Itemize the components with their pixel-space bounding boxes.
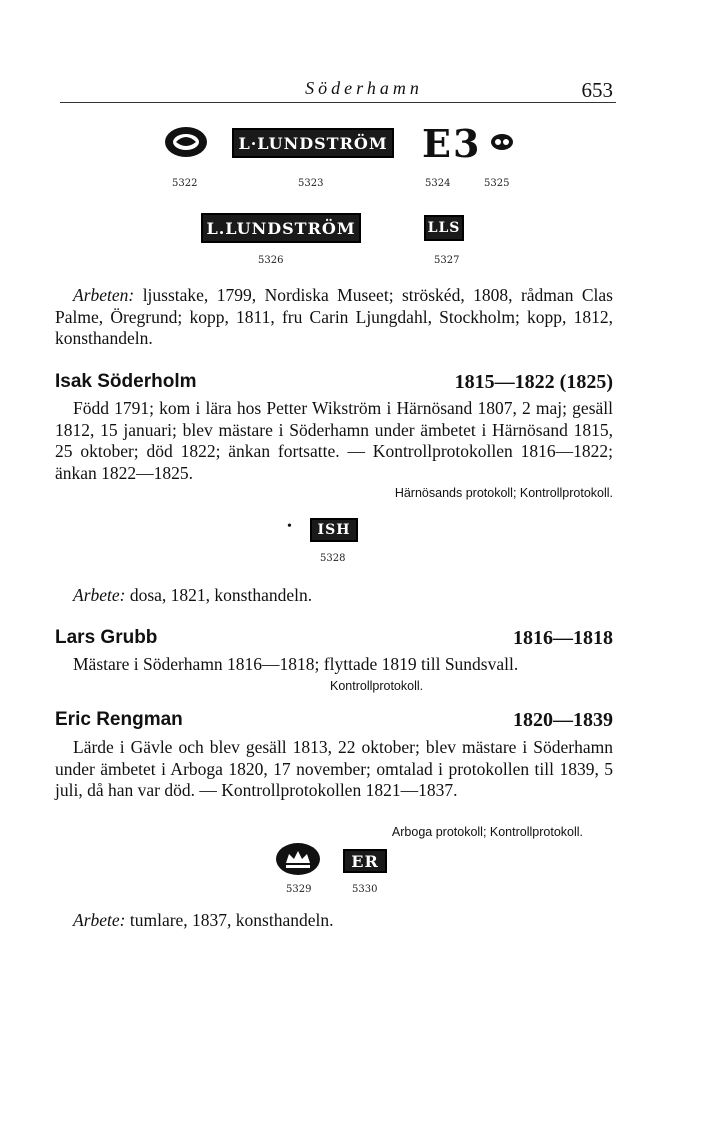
entry-years: 1815—1822 (1825) [454, 371, 613, 393]
works-text: ljusstake, 1799, Nordiska Museet; ströskéd, 1808, rådman Clas Palme, Öregrund; kopp, 1811, fru Carin Ljungdahl, Stockholm; kopp, 1812, konsthandeln. [55, 285, 613, 348]
bullet-dot-icon: • [287, 519, 292, 534]
works-text: dosa, 1821, konsthandeln. [129, 585, 313, 605]
mark-5330: ER [343, 849, 387, 873]
mark-number-5326: 5326 [258, 255, 284, 266]
works-label: Arbete: [73, 585, 126, 605]
mark-number-5329: 5329 [286, 884, 312, 895]
entry-name: Isak Söderholm [55, 371, 197, 392]
mark-number-5328: 5328 [320, 553, 346, 564]
entry-name: Lars Grubb [55, 627, 158, 648]
mark-5323: L·LUNDSTRÖM [232, 128, 394, 158]
entry-text: Född 1791; kom i lära hos Petter Wikström i Härnösand 1807, 2 maj; gesäll 1812, 15 januari; blev mästare i Söderhamn under ämbetet i Härnösand 1815, 25 oktober; död 1822; änkan fortsatte. — Kontrollprotokollen 1816—1822; änkan 1822—1825. [55, 398, 613, 483]
entry-name: Eric Rengman [55, 709, 183, 730]
works-paragraph [55, 910, 613, 932]
entry-heading [55, 627, 613, 649]
works-paragraph [55, 585, 613, 607]
mark-number-5322: 5322 [172, 178, 198, 189]
mark-number-5327: 5327 [434, 255, 460, 266]
entry-text: Lärde i Gävle och blev gesäll 1813, 22 oktober; blev mästare i Söderhamn under ämbetet i Arboga 1820, 17 november; omtalad i protokollen till 1839, 5 juli, då han var död. — Kontrollprotokollen 1821—1837. [55, 737, 613, 800]
crowned-oval-icon [275, 842, 321, 876]
mark-5324: E3 [422, 121, 482, 166]
entry-source: Härnösands protokoll; Kontrollprotokoll. [394, 486, 613, 500]
mark-number-5324: 5324 [425, 178, 451, 189]
entry-source: Arboga protokoll; Kontrollprotokoll. [391, 825, 583, 839]
entry-years: 1816—1818 [513, 627, 613, 649]
oval-stamp-icon [164, 126, 208, 158]
mark-5328: ISH [310, 518, 358, 542]
entry-source: Kontrollprotokoll. [330, 679, 424, 693]
mark-number-5325: 5325 [484, 178, 510, 189]
entry-text: Mästare i Söderhamn 1816—1818; flyttade 1819 till Sundsvall. [73, 654, 519, 674]
mark-5327: LLS [424, 215, 464, 241]
page-number: 653 [581, 78, 613, 102]
small-crown-icon [489, 132, 515, 152]
mark-number-5323: 5323 [298, 178, 324, 189]
works-paragraph [55, 285, 613, 350]
running-title: Söderhamn [305, 78, 423, 98]
mark-number-5330: 5330 [352, 884, 378, 895]
entry-heading [55, 709, 613, 731]
works-text: tumlare, 1837, konsthandeln. [129, 910, 334, 930]
header-rule [60, 102, 616, 103]
works-label: Arbete: [73, 910, 126, 930]
entry-heading [55, 371, 613, 393]
entry-years: 1820—1839 [513, 709, 613, 731]
works-label: Arbeten: [73, 285, 135, 305]
mark-5326: L.LUNDSTRÖM [201, 213, 361, 243]
